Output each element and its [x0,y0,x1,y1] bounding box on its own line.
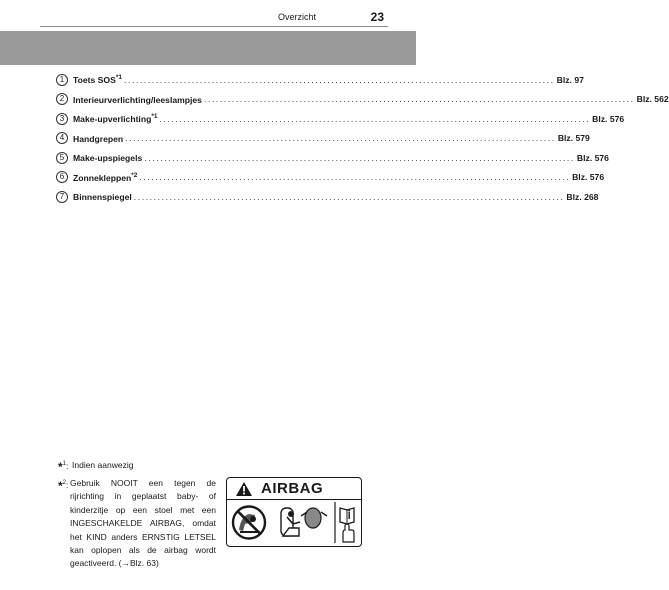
airbag-label-header [227,478,361,500]
footnote-2-text: Gebruik NOOIT een tegen de rijrichting in geplaatst baby- of kinderzitje op een stoel met een INGESCHAKELDE AIRBAG, omdat het KIND anders ERNSTIG LETSEL kan oplopen als de airbag wordt geactiveerd. (→Blz. 63) [70,478,216,569]
item-label: Handgrepen [73,133,124,144]
item-number-1: 1 [56,74,68,86]
section-title: Overzicht [277,12,316,22]
page-reference[interactable]: Blz. 576 [576,152,609,163]
footnote-1 [58,460,134,474]
page-reference[interactable]: Blz. 562 [636,94,669,105]
airbag-title: AIRBAG [261,480,324,497]
page-number: 23 [370,10,384,24]
item-label: Make-upspiegels [73,153,143,164]
footnote-ref: *1 [151,113,158,121]
item-number-2: 2 [56,93,68,105]
airbag-warning-label [226,477,362,547]
footnote-ref: *2 [131,171,138,179]
item-number-7: 7 [56,191,68,203]
item-number-3: 3 [56,113,68,125]
page-reference[interactable]: Blz. 268 [566,191,599,202]
no-rear-facing-child-seat-icon [233,507,265,539]
footnote-1-text: Indien aanwezig [72,460,134,470]
page-reference[interactable]: Blz. 97 [556,74,584,85]
header-band [0,31,416,65]
hand-pointing-icon [343,524,354,542]
item-label: Binnenspiegel [73,192,132,203]
toc-item-2[interactable] [56,90,669,110]
leader-dots: ............................................................................................................ [139,172,571,183]
manual-book-icon [340,508,354,524]
page-reference[interactable]: Blz. 576 [592,113,625,124]
page-reference[interactable]: Blz. 576 [572,172,605,183]
item-label: Make-upverlichting$^{*1}$ [73,113,158,125]
airbag-pictograms [227,500,361,545]
footnote-ref: *1 [115,74,122,82]
toc-item-7[interactable] [56,187,599,207]
leader-dots: ............................................................................................................ [133,191,565,202]
footnote-2 [58,477,216,571]
warning-triangle-icon [227,481,261,497]
leader-dots: ............................................................................................................ [203,94,635,105]
item-number-4: 4 [56,132,68,144]
leader-dots: ............................................................................................................ [125,133,556,144]
toc-item-4[interactable] [56,129,590,149]
toc-item-3[interactable] [56,109,625,129]
airbag-deployment-icon [281,508,327,536]
page-reference[interactable]: Blz. 579 [557,133,590,144]
leader-dots: ............................................................................................................ [159,113,591,124]
item-number-6: 6 [56,171,68,183]
leader-dots: ............................................................................................................ [123,74,555,85]
item-label: Zonnekleppen$^{*2}$ [73,171,138,183]
table-of-contents [56,70,669,207]
item-label: Toets SOS$^{*1}$ [73,74,122,86]
toc-item-1[interactable] [56,70,584,90]
leader-dots: ............................................................................................................ [144,152,575,163]
item-number-5: 5 [56,152,68,164]
toc-item-5[interactable] [56,148,609,168]
header-rule [40,26,388,27]
item-label: Interieurverlichting/leeslampjes [73,94,202,105]
toc-item-6[interactable] [56,168,605,188]
footnote-mark: *$^2$: [58,479,69,493]
footnote-mark: *$^1$: [58,460,69,474]
